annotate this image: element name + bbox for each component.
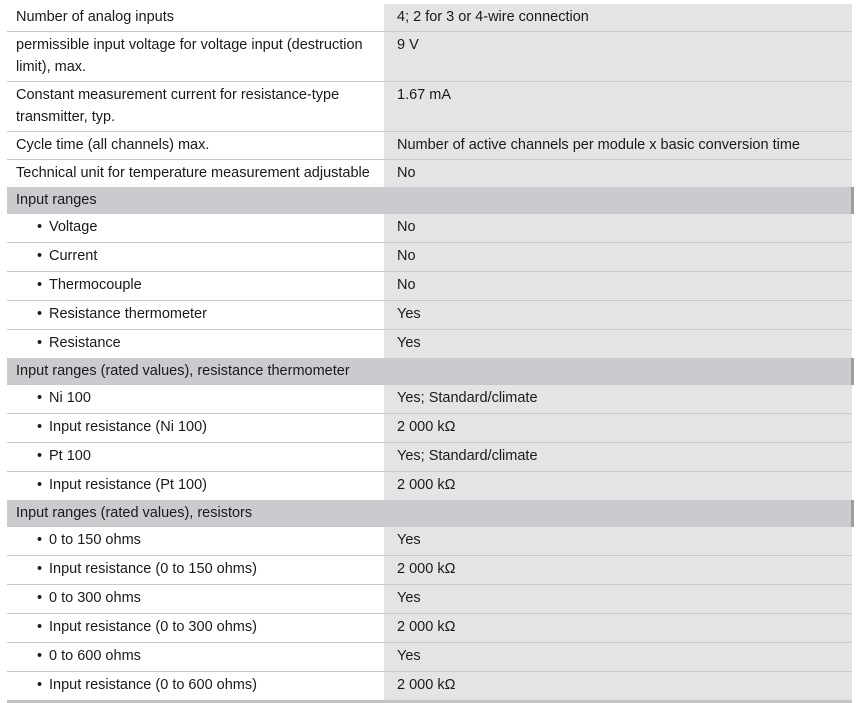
spec-label: Technical unit for temperature measurement adjustable (16, 165, 370, 181)
spec-label-cell (7, 385, 384, 414)
spec-label: Ni 100 (49, 390, 91, 406)
bullet-icon: • (37, 590, 43, 606)
section-header-row (7, 188, 852, 214)
spec-label: Cycle time (all channels) max. (16, 137, 210, 153)
spec-value: 9 V (384, 32, 852, 82)
bullet-icon: • (37, 448, 43, 464)
spec-value: No (384, 160, 852, 188)
spec-subrow (7, 272, 852, 301)
spec-row (7, 4, 852, 32)
spec-subrow (7, 672, 852, 702)
spec-subrow (7, 243, 852, 272)
spec-label: Input resistance (0 to 600 ohms) (49, 677, 257, 693)
spec-value: No (384, 214, 852, 243)
spec-value: Yes; Standard/climate (384, 443, 852, 472)
bullet-icon: • (37, 477, 43, 493)
spec-label-cell (7, 643, 384, 672)
spec-label-cell (7, 132, 384, 160)
section-header-row (7, 501, 852, 527)
spec-label: 0 to 600 ohms (49, 648, 141, 664)
spec-value: 2 000 kΩ (384, 614, 852, 643)
spec-label: Input resistance (0 to 300 ohms) (49, 619, 257, 635)
spec-row (7, 82, 852, 132)
spec-value: No (384, 243, 852, 272)
spec-subrow (7, 585, 852, 614)
spec-subrow (7, 301, 852, 330)
spec-label-cell (7, 330, 384, 359)
spec-value: Yes (384, 527, 852, 556)
spec-label-cell (7, 527, 384, 556)
spec-subrow (7, 556, 852, 585)
bullet-icon: • (37, 648, 43, 664)
spec-label-cell (7, 443, 384, 472)
spec-label: Resistance (49, 335, 121, 351)
spec-label: Resistance thermometer (49, 306, 207, 322)
spec-value: No (384, 272, 852, 301)
spec-value: Yes (384, 585, 852, 614)
spec-label-cell (7, 214, 384, 243)
spec-subrow (7, 414, 852, 443)
spec-subrow (7, 443, 852, 472)
section-header: Input ranges (7, 188, 852, 214)
spec-label: Voltage (49, 219, 98, 235)
spec-label: Thermocouple (49, 277, 142, 293)
spec-value: Yes (384, 301, 852, 330)
spec-label-cell (7, 82, 384, 132)
spec-value: 2 000 kΩ (384, 672, 852, 702)
bullet-icon: • (37, 561, 43, 577)
spec-row (7, 32, 852, 82)
spec-label: Constant measurement current for resistance-type transmitter, typ. (16, 87, 340, 125)
spec-value: Yes; Standard/climate (384, 385, 852, 414)
section-header: Input ranges (rated values), resistors (7, 501, 852, 527)
spec-label: Number of analog inputs (16, 9, 174, 25)
spec-label-cell (7, 32, 384, 82)
spec-label-cell (7, 472, 384, 501)
spec-label-cell (7, 414, 384, 443)
spec-row (7, 132, 852, 160)
spec-label: Input resistance (Pt 100) (49, 477, 207, 493)
spec-label: Input resistance (0 to 150 ohms) (49, 561, 257, 577)
spec-label-cell (7, 4, 384, 32)
spec-value: 2 000 kΩ (384, 414, 852, 443)
bullet-icon: • (37, 419, 43, 435)
bullet-icon: • (37, 532, 43, 548)
spec-label-cell (7, 672, 384, 702)
spec-label-cell (7, 585, 384, 614)
bullet-icon: • (37, 677, 43, 693)
bullet-icon: • (37, 335, 43, 351)
spec-label: 0 to 150 ohms (49, 532, 141, 548)
section-header-row (7, 359, 852, 385)
bullet-icon: • (37, 248, 43, 264)
spec-label: Current (49, 248, 98, 264)
spec-label: 0 to 300 ohms (49, 590, 141, 606)
spec-value: 4; 2 for 3 or 4-wire connection (384, 4, 852, 32)
spec-value: 2 000 kΩ (384, 556, 852, 585)
section-header: Input ranges (rated values), resistance thermometer (7, 359, 852, 385)
bullet-icon: • (37, 277, 43, 293)
spec-value: Number of active channels per module x basic conversion time (384, 132, 852, 160)
spec-value: 1.67 mA (384, 82, 852, 132)
spec-label-cell (7, 556, 384, 585)
spec-label-cell (7, 301, 384, 330)
spec-subrow (7, 214, 852, 243)
spec-row (7, 160, 852, 188)
spec-value: Yes (384, 330, 852, 359)
spec-subrow (7, 527, 852, 556)
spec-value: 2 000 kΩ (384, 472, 852, 501)
bullet-icon: • (37, 219, 43, 235)
spec-subrow (7, 472, 852, 501)
spec-table-body (7, 4, 852, 702)
spec-label-cell (7, 243, 384, 272)
spec-table (7, 4, 854, 703)
spec-subrow (7, 330, 852, 359)
spec-subrow (7, 385, 852, 414)
spec-label: Pt 100 (49, 448, 91, 464)
spec-label-cell (7, 272, 384, 301)
spec-value: Yes (384, 643, 852, 672)
bullet-icon: • (37, 306, 43, 322)
bullet-icon: • (37, 619, 43, 635)
spec-label: Input resistance (Ni 100) (49, 419, 207, 435)
spec-label: permissible input voltage for voltage input (destruction limit), max. (16, 37, 363, 75)
spec-label-cell (7, 614, 384, 643)
bullet-icon: • (37, 390, 43, 406)
spec-label-cell (7, 160, 384, 188)
spec-subrow (7, 643, 852, 672)
spec-subrow (7, 614, 852, 643)
